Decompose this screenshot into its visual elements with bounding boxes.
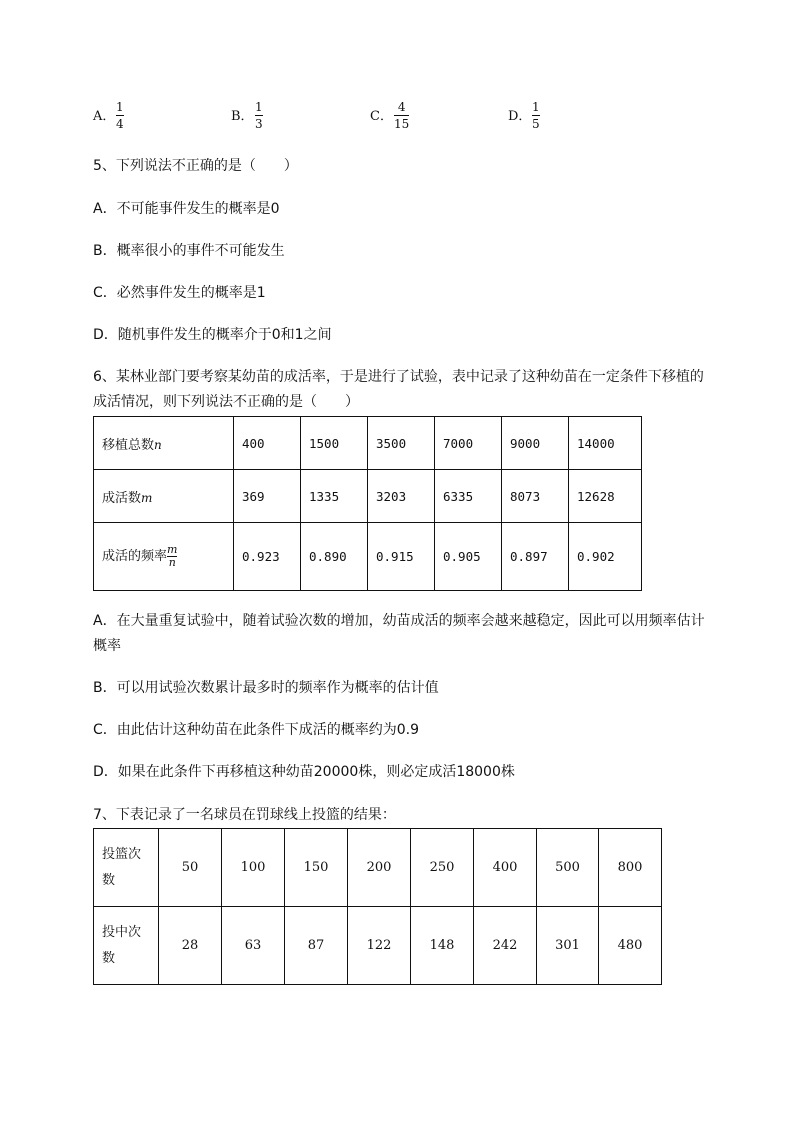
q4-option-d-fraction	[532, 100, 540, 131]
q6-stem-line1: 6、某林业部门要考察某幼苗的成活率，于是进行了试验，表中记录了这种幼苗在一定条件下移植的	[93, 369, 704, 385]
table-cell: 400	[234, 417, 301, 470]
table-cell: 500	[537, 829, 599, 907]
table-cell: 400	[474, 829, 537, 907]
q5-option-c: C．必然事件发生的概率是1	[93, 285, 266, 301]
q5-option-a: A．不可能事件发生的概率是0	[93, 201, 280, 217]
q6-option-c: C．由此估计这种幼苗在此条件下成活的概率约为0.9	[93, 722, 420, 738]
row-label-made: 投中次 数	[94, 907, 159, 985]
table-cell: 150	[285, 829, 348, 907]
q4-option-d-denominator: 5	[532, 117, 540, 131]
table-row	[94, 417, 642, 470]
table-cell: 250	[411, 829, 474, 907]
q4-option-b-fraction	[255, 100, 263, 131]
row-label-transplanted: 移植总数n	[94, 417, 234, 470]
table-cell: 148	[411, 907, 474, 985]
table-cell: 0.905	[435, 523, 502, 591]
table-cell: 6335	[435, 470, 502, 523]
table-cell: 200	[348, 829, 411, 907]
q5-option-d: D．随机事件发生的概率介于0和1之间	[93, 327, 332, 343]
table-cell: 28	[159, 907, 222, 985]
q6-option-a-line1: A．在大量重复试验中，随着试验次数的增加，幼苗成活的频率会越来越稳定，因此可以用频率估计	[93, 613, 705, 629]
q6-option-b: B．可以用试验次数累计最多时的频率作为概率的估计值	[93, 680, 439, 696]
table-cell: 14000	[569, 417, 642, 470]
table-row	[94, 523, 642, 591]
frequency-fraction: $\frac{m}{n}$	[167, 543, 178, 569]
q4-option-b-letter: B．	[231, 109, 254, 124]
table-cell: 800	[599, 829, 662, 907]
table-cell: 0.890	[301, 523, 368, 591]
q6-data-table	[93, 416, 642, 591]
q5-option-b: B．概率很小的事件不可能发生	[93, 243, 285, 259]
table-cell: 87	[285, 907, 348, 985]
table-cell: 1500	[301, 417, 368, 470]
q5-stem: 5、下列说法不正确的是（ ）	[93, 158, 298, 174]
table-cell: 0.897	[502, 523, 569, 591]
q4-option-c-fraction	[394, 100, 409, 131]
table-cell: 0.923	[234, 523, 301, 591]
table-cell: 301	[537, 907, 599, 985]
table-cell: 0.915	[368, 523, 435, 591]
table-cell: 3500	[368, 417, 435, 470]
q4-option-b-denominator: 3	[255, 117, 263, 131]
table-cell: 8073	[502, 470, 569, 523]
table-cell: 100	[222, 829, 285, 907]
table-cell: 122	[348, 907, 411, 985]
table-cell: 1335	[301, 470, 368, 523]
table-cell: 7000	[435, 417, 502, 470]
q4-option-a-numerator: 1	[116, 100, 124, 114]
table-cell: 12628	[569, 470, 642, 523]
table-cell: 63	[222, 907, 285, 985]
q6-stem-line2: 成活情况，则下列说法不正确的是（ ）	[93, 394, 359, 410]
q6-option-a-line2: 概率	[93, 638, 121, 654]
q4-option-a-denominator: 4	[116, 117, 124, 131]
q4-option-c-letter: C．	[370, 109, 393, 124]
table-row	[94, 829, 662, 907]
row-label-frequency: 成活的频率 $\frac{m}{n}$	[94, 523, 234, 591]
row-label-survived: 成活数m	[94, 470, 234, 523]
q4-option-b-numerator: 1	[255, 100, 263, 114]
table-cell: 242	[474, 907, 537, 985]
table-cell: 50	[159, 829, 222, 907]
q7-data-table	[93, 828, 662, 985]
table-cell: 9000	[502, 417, 569, 470]
q4-option-d-numerator: 1	[532, 100, 540, 114]
row-label-attempts: 投篮次 数	[94, 829, 159, 907]
q4-option-d-letter: D．	[508, 109, 532, 124]
table-cell: 369	[234, 470, 301, 523]
table-row	[94, 907, 662, 985]
table-cell: 480	[599, 907, 662, 985]
q7-stem: 7、下表记录了一名球员在罚球线上投篮的结果：	[93, 807, 396, 823]
table-row	[94, 470, 642, 523]
table-cell: 3203	[368, 470, 435, 523]
q4-option-a-fraction	[116, 100, 124, 131]
q4-option-a-letter: A．	[93, 109, 116, 124]
table-cell: 0.902	[569, 523, 642, 591]
q4-option-c-denominator: 15	[394, 117, 410, 131]
q6-option-d: D．如果在此条件下再移植这种幼苗20000株，则必定成活18000株	[93, 764, 515, 780]
q4-option-c-numerator: 4	[397, 100, 406, 114]
